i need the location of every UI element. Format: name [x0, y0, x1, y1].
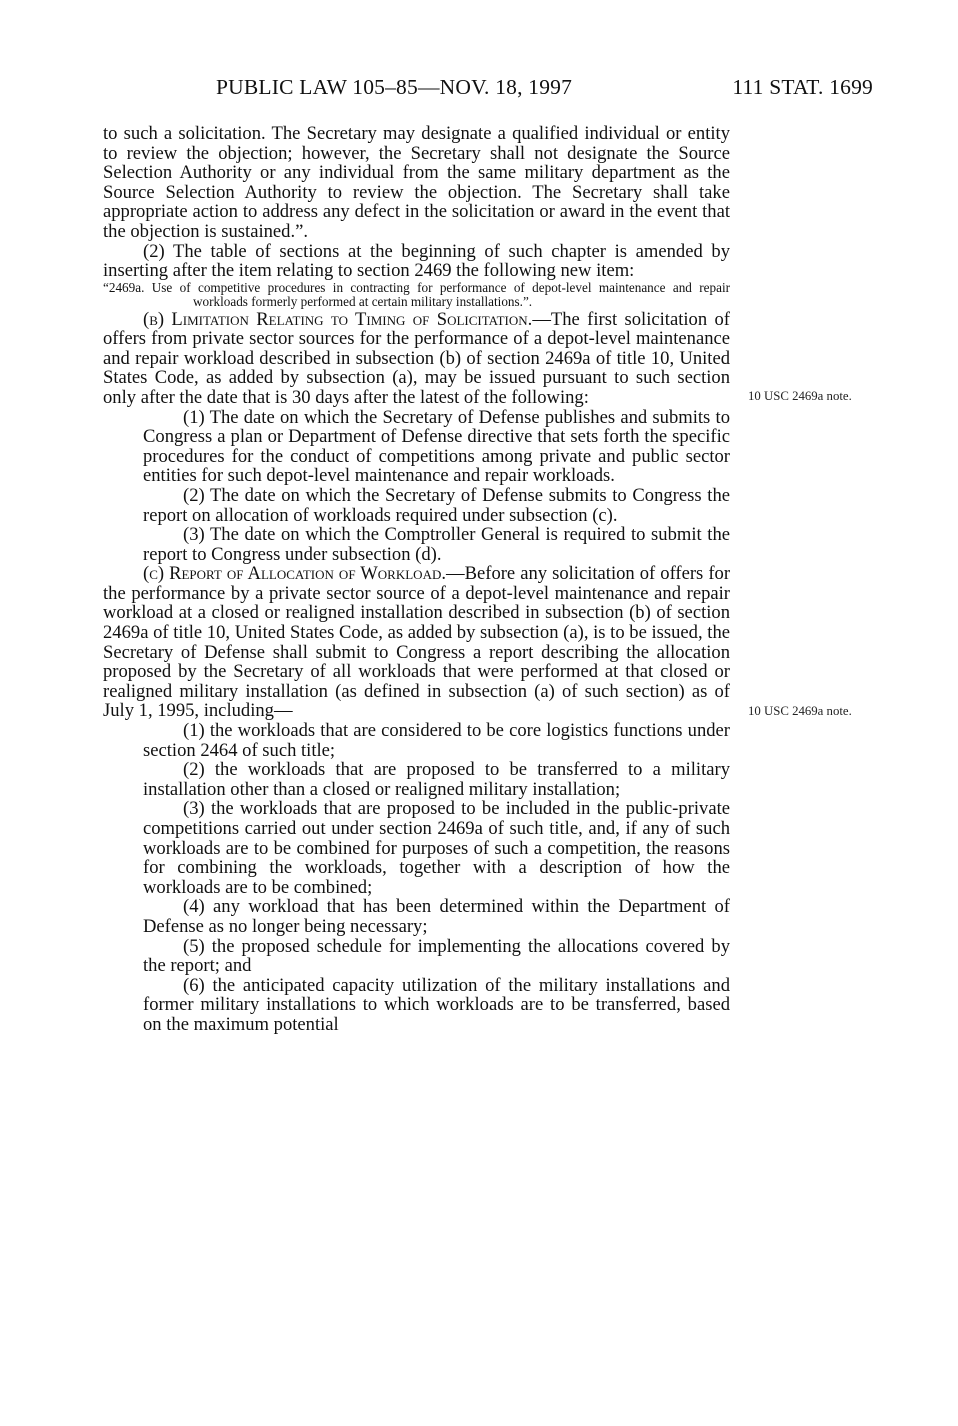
subsection-c-heading: (c) Report of Allocation of Workload.: [143, 563, 446, 585]
new-item-2469a: “2469a. Use of competitive procedures in contracting for performance of depot-level maintenance and repair workloads formerly performed at certain military installations.”.: [103, 279, 730, 310]
paragraph-continued: to such a solicitation. The Secretary may designate a qualified individual or entity to review the objection; however, the Secretary shall not designate the Source Selection Authority or any individual from the same military department as the Source Selection Authority to review the objection. The Secretary shall take appropriate action to address any defect in the solicitation or award in the event that the objection is sustained.”.: [103, 123, 730, 242]
paragraph-c3: (3) the workloads that are proposed to be included in the public-private competitions carried out under section 2469a of such title, and, if any of such workloads are to be combined for purposes of such a competition, the reasons for combining the workloads, together with a description of how the workloads are to be combined;: [143, 798, 730, 898]
paragraph-b1: (1) The date on which the Secretary of Defense publishes and submits to Congress a plan or Department of Defense directive that sets forth the specific procedures for the conduct of competitions among private and public sector entities for such depot-level maintenance and repair workloads.: [143, 406, 730, 487]
paragraph-c6: (6) the anticipated capacity utilization of the military installations and former military installations to which workloads are to be transferred, based on the maximum potential: [143, 974, 730, 1035]
side-note-usc-1: 10 USC 2469a note.: [748, 389, 852, 403]
subsection-c-text: —Before any solicitation of offers for the performance by a private sector source of a depot-level maintenance and repair workload at a closed or realigned installation described in subsection (b) of section 2469a of title 10, United States Code, as added by subsection (a), is to be issued, the Secretary of Defense shall submit to Congress a report describing the allocation proposed by the Secretary of all workloads that were performed at that closed or realigned military installation (as defined in subsection (a) of such section) as of July 1, 1995, including—: [103, 563, 731, 722]
subsection-c-list: [103, 721, 730, 1035]
paragraph-c4: (4) any workload that has been determined within the Department of Defense as no longer being necessary;: [143, 896, 730, 937]
subsection-b-heading: (b) Limitation Relating to Timing of Solicitation.: [143, 308, 533, 330]
side-note-usc-2: 10 USC 2469a note.: [748, 704, 852, 718]
stat-page-number: 111 STAT. 1699: [732, 75, 873, 99]
subsection-b-text: —The first solicitation of offers from private sector sources for the performance of a depot-level maintenance and repair workload described in subsection (b) of section 2469a of title 10, United States Code, as added by subsection (a), may be issued pursuant to such section only after the date that is 30 days after the latest of the following:: [103, 308, 730, 408]
subsection-c: [103, 564, 730, 721]
running-head: PUBLIC LAW 105–85—NOV. 18, 1997: [216, 75, 573, 99]
paragraph-b2: (2) The date on which the Secretary of Defense submits to Congress the report on allocation of workloads required under subsection (c).: [143, 484, 730, 526]
subsection-b: [103, 310, 730, 408]
paragraph-c5: (5) the proposed schedule for implementing the allocations covered by the report; and: [143, 935, 730, 977]
paragraph-c1: (1) the workloads that are considered to be core logistics functions under section 2464 of such title;: [143, 720, 730, 761]
paragraph-table-of-sections: (2) The table of sections at the beginning of such chapter is amended by inserting after the item relating to section 2469 the following new item:: [103, 240, 730, 282]
paragraph-c2: (2) the workloads that are proposed to be transferred to a military installation other than a closed or realigned military installation;: [143, 759, 730, 800]
body-text: [103, 124, 730, 1035]
paragraph-b3: (3) The date on which the Comptroller General is required to submit the report to Congress under subsection (d).: [143, 524, 730, 565]
subsection-b-list: [103, 408, 730, 565]
